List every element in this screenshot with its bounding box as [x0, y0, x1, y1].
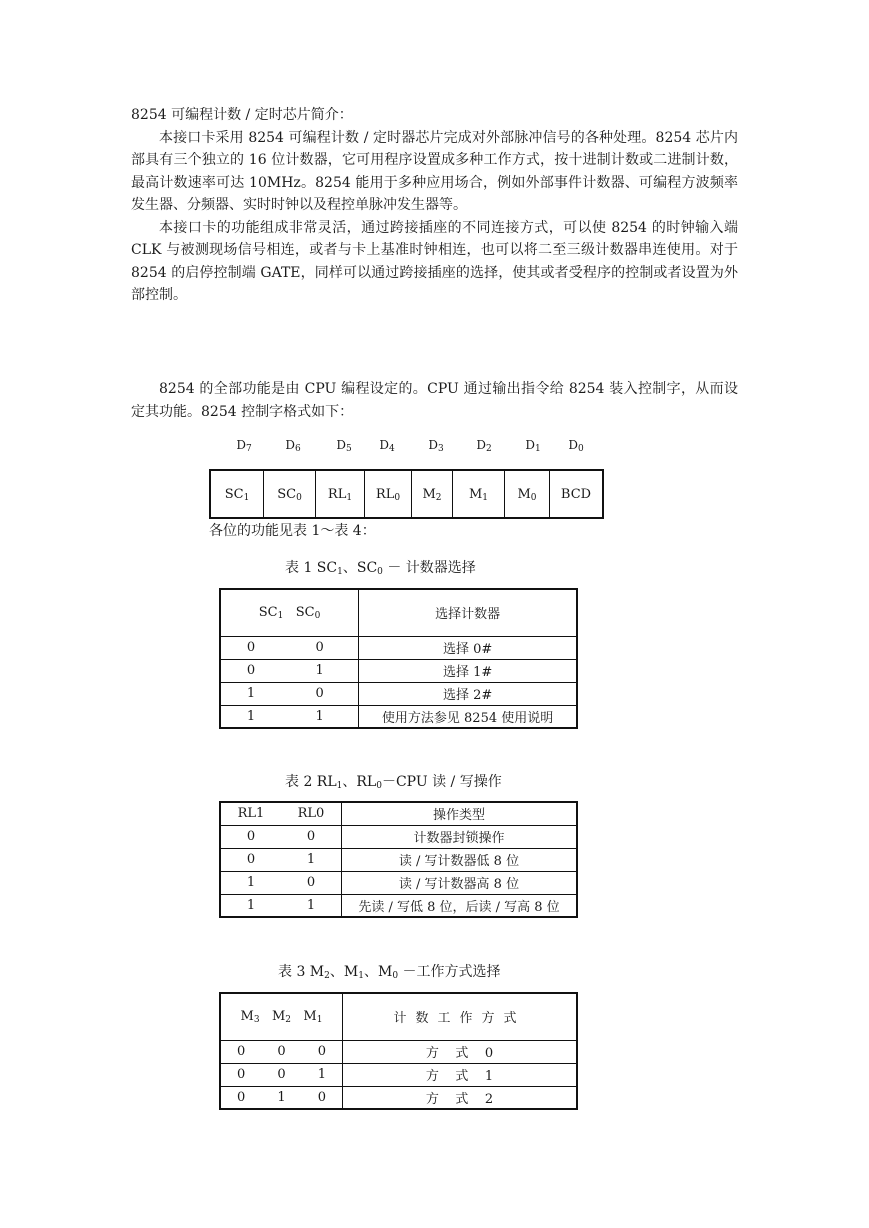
- table-cell: 1: [281, 705, 359, 728]
- bit-label: $D_0$: [568, 438, 584, 454]
- table-cell: 方 式 0: [343, 1040, 578, 1063]
- table3-header-m: $M_3$ $M_2$ $M_1$: [220, 993, 343, 1040]
- table-cell: 1: [302, 1063, 343, 1086]
- table2-caption: 表 2 $RL_1$、$RL_0-CPU$ 读 / 写操作: [285, 774, 502, 791]
- table1-header-sc: $SC_1$ $SC_0$: [220, 589, 359, 636]
- table-cell: 使用方法参见 8254 使用说明: [359, 705, 577, 728]
- bit-label: $D_5$: [336, 438, 352, 454]
- control-word-cell: $SC_0$: [264, 470, 316, 518]
- table-cell: 0: [261, 1040, 301, 1063]
- table-cell: 1: [261, 1086, 301, 1109]
- intro-paragraph-2: 本接口卡的功能组成非常灵活，通过跨接插座的不同连接方式，可以使 8254 的时钟输入端 CLK 与被测现场信号相连，或者与卡上基准时钟相连，也可以将二至三级计数器串连使用。对于 8254 的启停控制端 GATE，同样可以通过跨接插座的选择，使其或者受程序的控制或者设置为外部控制。: [131, 219, 738, 303]
- table-cell: 计数器封锁操作: [342, 825, 578, 848]
- table2-header-function: 操作类型: [342, 802, 578, 825]
- table-cell: 0: [281, 871, 342, 894]
- control-paragraph: 8254 的全部功能是由 CPU 编程设定的。CPU 通过输出指令给 8254 装入控制字，从而设定其功能。8254 控制字格式如下：: [131, 381, 738, 420]
- table-cell: 0: [220, 636, 281, 659]
- table-row: [220, 1040, 577, 1063]
- table1-header-function: 选择计数器: [359, 589, 577, 636]
- table-cell: 0: [220, 1063, 261, 1086]
- bit-label: $D_7$: [236, 438, 252, 454]
- control-word-row: [210, 470, 603, 518]
- table-cell: 选择 0#: [359, 636, 577, 659]
- intro-paragraph-1: 本接口卡采用 8254 可编程计数 / 定时器芯片完成对外部脉冲信号的各种处理。8254 芯片内部具有三个独立的 16 位计数器，它可用程序设置成多种工作方式，按十进制计数或二进制计数，最高计数速率可达 10MHz。8254 能用于多种应用场合，例如外部事件计数器、可编程方波频率发生器、分频器、实时时钟以及程控单脉冲发生器等。: [131, 129, 738, 213]
- table-cell: 1: [220, 682, 281, 705]
- bit-label: $D_6$: [285, 438, 301, 454]
- table-cell: 0: [281, 636, 359, 659]
- table-header-row: [220, 993, 577, 1040]
- control-section: [131, 378, 738, 423]
- table-cell: 先读 / 写低 8 位，后读 / 写高 8 位: [342, 894, 578, 917]
- bit-label: $D_3$: [428, 438, 444, 454]
- table-row: [220, 894, 577, 917]
- table-row: [220, 659, 577, 682]
- table-cell: 0: [220, 1086, 261, 1109]
- control-word-table: [209, 469, 604, 519]
- table-cell: 1: [220, 894, 281, 917]
- table-cell: 1: [281, 659, 359, 682]
- table-cell: 1: [220, 871, 281, 894]
- table-cell: 0: [220, 825, 281, 848]
- table-row: [220, 1086, 577, 1109]
- table-header-row: [220, 802, 577, 825]
- control-word-cell: $M_1$: [453, 470, 505, 518]
- table-row: [220, 1063, 577, 1086]
- intro-heading: 8254 可编程计数 / 定时芯片简介：: [131, 107, 353, 123]
- table2-header-rl1: RL1: [220, 802, 281, 825]
- table-cell: 选择 2#: [359, 682, 577, 705]
- bit-label: $D_4$: [379, 438, 395, 454]
- table-cell: 0: [220, 1040, 261, 1063]
- control-word-cell: $SC_1$: [210, 470, 264, 518]
- table-cell: 0: [220, 848, 281, 871]
- table-cell: 0: [302, 1040, 343, 1063]
- table-row: [220, 636, 577, 659]
- table-row: [220, 705, 577, 728]
- table-cell: 0: [302, 1086, 343, 1109]
- table-cell: 1: [281, 894, 342, 917]
- tables-note: 各位的功能见表 1～表 4：: [209, 523, 376, 539]
- table-row: [220, 848, 577, 871]
- table2: [219, 801, 578, 918]
- control-word-cell: BCD: [550, 470, 604, 518]
- table-cell: 0: [281, 682, 359, 705]
- table-cell: 0: [220, 659, 281, 682]
- intro-section: [131, 104, 738, 307]
- control-word-cell: $M_0$: [505, 470, 550, 518]
- table-cell: 读 / 写计数器低 8 位: [342, 848, 578, 871]
- control-word-cell: $RL_1$: [316, 470, 365, 518]
- table3-header-mode: 计数工作方式: [343, 993, 578, 1040]
- bit-label: $D_2$: [476, 438, 492, 454]
- table-cell: 0: [281, 825, 342, 848]
- table-cell: 方 式 1: [343, 1063, 578, 1086]
- bit-label: $D_1$: [525, 438, 541, 454]
- table-row: [220, 825, 577, 848]
- table-cell: 0: [261, 1063, 301, 1086]
- table-row: [220, 871, 577, 894]
- table3: [219, 992, 578, 1110]
- table-row: [220, 682, 577, 705]
- table-cell: 1: [220, 705, 281, 728]
- table-cell: 方 式 2: [343, 1086, 578, 1109]
- table1: [219, 588, 578, 729]
- control-word-cell: $M_2$: [412, 470, 453, 518]
- table-header-row: [220, 589, 577, 636]
- table-cell: 读 / 写计数器高 8 位: [342, 871, 578, 894]
- control-word-cell: $RL_0$: [365, 470, 412, 518]
- table1-caption: 表 1 $SC_1$、$SC_0$ － 计数器选择: [285, 560, 476, 577]
- bit-labels: [209, 438, 604, 458]
- table3-caption: 表 3 $M_2$、$M_1$、$M_0$ －工作方式选择: [278, 964, 501, 981]
- table2-header-rl0: RL0: [281, 802, 342, 825]
- table-cell: 1: [281, 848, 342, 871]
- table-cell: 选择 1#: [359, 659, 577, 682]
